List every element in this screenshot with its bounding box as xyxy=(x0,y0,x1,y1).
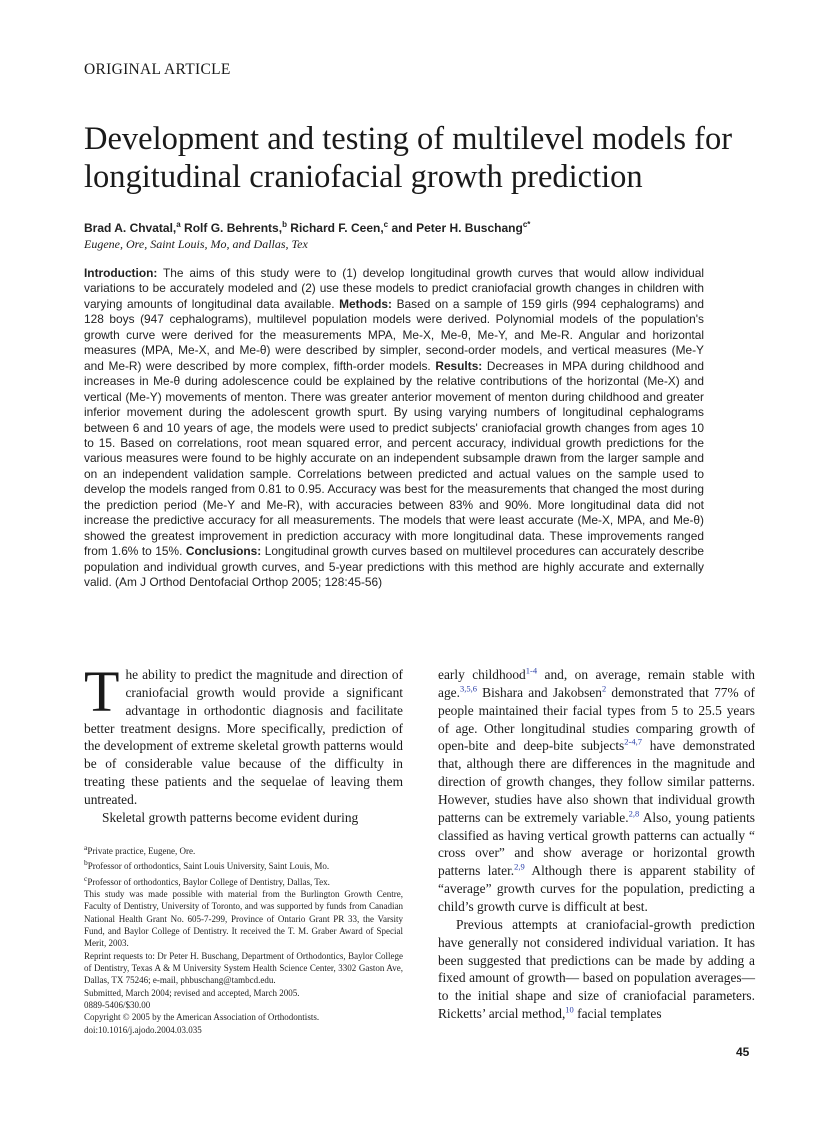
drop-cap: T xyxy=(84,659,120,724)
abstract-conclusions-label: Conclusions: xyxy=(185,544,262,559)
citation-link[interactable]: 10 xyxy=(565,1004,574,1015)
citation-link[interactable]: 2-4,7 xyxy=(624,736,642,747)
footnote-a: $^a$Private practice, Eugene, Ore. xyxy=(84,843,196,856)
footnote-reprint: Reprint requests to: Dr Peter H. Buschang, Department of Orthodontics, Baylor College of Dentistry, Texas A & M University System Health Science Center, 3302 Gaston Ave, Dallas, TX 75246; e-mail, phbuschang@tambcd.edu. xyxy=(84,950,403,986)
footnote-b: $^b$Professor of orthodontics, Saint Louis University, Saint Louis, Mo. xyxy=(84,858,330,872)
author-affil-mark: c* xyxy=(522,220,531,229)
body-paragraph xyxy=(84,659,403,809)
author-name: Rolf G. Behrents, xyxy=(184,221,283,235)
author-name: and Peter H. Buschang xyxy=(391,221,523,235)
body-text: he ability to predict the magnitude and direction of craniofacial growth would provide a significant advantage in orthodontic diagnosis and facilitate better treatment designs. More specifically, prediction of the development of extreme skeletal growth patterns would be of considerable value because of the difficulty in treating these patients and the sequelae of leaving them untreated. xyxy=(84,667,403,807)
abstract-methods-label: Methods: xyxy=(339,296,392,311)
body-paragraph: Skeletal growth patterns become evident during xyxy=(102,809,359,825)
footnote-doi: doi:10.1016/j.ajodo.2004.03.035 xyxy=(84,1024,202,1035)
abstract xyxy=(84,266,704,591)
author-name: Richard F. Ceen, xyxy=(290,221,384,235)
body-column-right xyxy=(438,666,755,1023)
abstract-intro-label: Introduction: xyxy=(84,266,158,280)
footnotes xyxy=(84,842,403,1036)
article-title: Development and testing of multilevel models for longitudinal craniofacial growth prediction xyxy=(84,121,733,195)
author-list xyxy=(84,220,530,235)
author-name: Brad A. Chvatal, xyxy=(84,221,177,235)
author-affil-mark: b xyxy=(282,220,287,229)
abstract-results-label: Results: xyxy=(435,358,483,373)
body-paragraph: Previous attempts at craniofacial-growth prediction have generally not considered individual variation. It has been suggested that predictions can be made by adding a fixed amount of growth— based on population averages—to the initial shape and size of craniofacial parameters. Ricketts’ arcial method,$^{10}$ facial templates xyxy=(438,916,755,1022)
abstract-conclusions-text: Longitudinal growth curves based on multilevel procedures can accurately describe population and individual growth curves, and 5-year predictions with this method are highly accurate and externally valid. (Am J Orthod Dentofacial Orthop 2005; 128:45-56) xyxy=(84,544,704,590)
citation-link[interactable]: 2 xyxy=(601,683,607,694)
footnote-c: $^c$Professor of orthodontics, Baylor College of Dentistry, Dallas, Tex. xyxy=(84,873,330,887)
abstract-methods-text: Based on a sample of 159 girls (994 cephalograms) and 128 boys (947 cephalograms), multilevel population models were derived. Polynomial models of the population's growth curve were derived for the measurements MPA, Me-X, Me-θ, Me-Y, and Me-R. Angular and horizontal measures (MPA, Me-X, and Me-θ) were described by simpler, second-order models, and vertical measures (Me-Y and Me-R) were described by more complex, fifth-order models. xyxy=(84,296,704,373)
citation-link[interactable]: 2,8 xyxy=(628,808,640,819)
footnote-submitted: Submitted, March 2004; revised and accepted, March 2005. xyxy=(84,987,300,998)
author-affil-mark: c xyxy=(383,220,389,229)
citation-link[interactable]: 2,9 xyxy=(514,861,525,872)
section-label: ORIGINAL ARTICLE xyxy=(84,61,231,78)
abstract-results-text: Decreases in MPA during childhood and increases in Me-θ during adolescence could be explained by the relative contributions of the horizontal (Me-X) and vertical (Me-Y) movements of menton. There was greater anterior movement of menton during childhood and greater inferior movement during the adolescent growth spurt. By using varying numbers of longitudinal cephalograms between 6 and 10 years of age, the models were used to predict subjects' craniofacial growth changes from ages 10 to 15. Based on correlations, root mean squared error, and percent accuracy, individual growth predictions for the various measures were found to be highly accurate on an independent subsample drawn from the larger sample and on an independent validation sample. Correlations between predicted and actual values on the sample used to develop the models ranged from 0.81 to 0.95. Accuracy was best for the measurements that changed the most during the prediction period (Me-Y and Me-R), with accuracies between 83% and 90%. More longitudinal data did not increase the predictive accuracy for all measurements. The models that were least accurate (Me-X, MPA, and Me-θ) showed the greatest improvement in prediction accuracy with more longitudinal data. These improvements ranged from 1.6% to 15%. xyxy=(84,358,705,559)
footnote-issn: 0889-5406/$30.00 xyxy=(84,1000,151,1011)
footnote-copyright: Copyright © 2005 by the American Association of Orthodontists. xyxy=(84,1012,320,1023)
body-paragraph: early childhood$^{1-4}$ and, on average, remain stable with age.$^{3,5,6}$ Bishara and Jakobsen$^2$ demonstrated that 77% of people maintained their facial types from 5 to 25.5 years of age. Other longitudinal studies comparing growth of open-bite and deep-bite subjects$^{2-4,7}$ have demonstrated that, although there are differences in the magnitude and direction of growth changes, they follow similar patterns. However, studies have also shown that individual growth patterns can be extremely variable.$^{2,8}$ Also, young patients classified as having vertical growth patterns can actually “ cross over” and show average or horizontal growth patterns later.$^{2,9}$ Although there is apparent stability of “average” growth curves for the population, predicting a child’s growth curve is difficult at best. xyxy=(438,665,756,914)
abstract-intro-text: The aims of this study were to (1) develop longitudinal growth curves that would allow individual variations to be accurately modeled and (2) use these models to predict craniofacial growth changes in children with varying amounts of longitudinal data available. xyxy=(84,266,704,311)
affiliation-locations: Eugene, Ore, Saint Louis, Mo, and Dallas, Tex xyxy=(84,237,308,251)
citation-link[interactable]: 3,5,6 xyxy=(459,683,477,694)
citation-link[interactable]: 1-4 xyxy=(525,665,538,676)
page-number: 45 xyxy=(736,1045,750,1059)
footnote-support: This study was made possible with material from the Burlington Growth Centre, Faculty of Dentistry, University of Toronto, and was supported by funds from Canadian National Health Grant No. 605-7-299, Province of Ontario Grant PR 33, the Varsity Fund, and Baylor College of Dentistry. It received the T. M. Graber Award of Special Merit, 2003. xyxy=(84,889,403,949)
author-affil-mark: a xyxy=(176,220,181,229)
body-column-left xyxy=(84,659,403,827)
